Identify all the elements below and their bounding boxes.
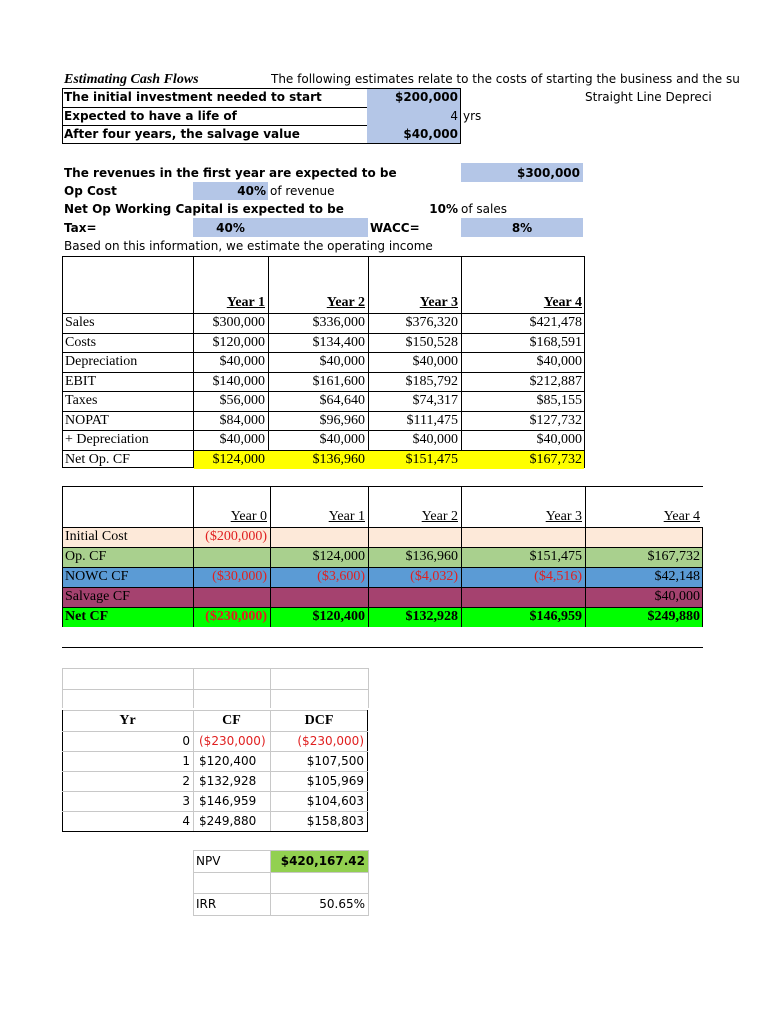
income-row-label: NOPAT [65,412,109,428]
cf-cell[interactable]: $136,960 [405,549,458,564]
income-year-header: Year 4 [543,295,582,310]
cf-cell[interactable]: $124,000 [312,549,365,564]
dcf-year: 1 [182,754,190,768]
cf-row-label: Salvage CF [65,589,130,604]
cf-cell[interactable]: ($4,516) [534,569,582,584]
dcf-year: 0 [182,734,190,748]
cf-cell[interactable]: $132,928 [405,609,458,624]
cf-cell[interactable]: ($200,000) [205,529,267,544]
cf-cell[interactable]: ($3,600) [317,569,365,584]
cf-year-header: Year 1 [328,509,365,524]
income-cell[interactable]: $40,000 [219,354,265,369]
income-cell[interactable]: $168,591 [529,334,582,350]
cf-cell[interactable] [270,587,368,607]
nowc-label: Net Op Working Capital is expected to be [64,202,344,216]
dcf-year: 2 [182,774,190,788]
cf-cell[interactable] [193,587,270,607]
dcf-header: DCF [304,713,334,728]
income-cell[interactable]: $127,732 [529,412,582,428]
cf-cell[interactable]: ($4,032) [410,569,458,584]
cf-cell[interactable]: $42,148 [654,569,700,584]
opcost-suffix: of revenue [270,184,335,198]
income-row-label: Depreciation [65,354,138,369]
npv-label: NPV [196,854,221,868]
tax-value: 40% [216,221,245,235]
sheet-title: Estimating Cash Flows [64,72,199,87]
cf-cell[interactable] [461,527,585,547]
nowc-suffix: of sales [461,202,507,216]
income-cell[interactable]: $40,000 [319,432,365,447]
cf-cell[interactable] [270,527,368,547]
npv-value[interactable]: $420,167.42 [280,854,365,868]
dcf-dcf[interactable]: $107,500 [306,754,364,768]
income-cell[interactable]: $40,000 [536,354,582,369]
income-cell[interactable]: $421,478 [529,315,582,330]
cf-cell[interactable]: $146,959 [529,609,582,624]
income-cell[interactable]: $124,000 [212,451,265,467]
dcf-dcf[interactable]: ($230,000) [297,734,364,748]
life-value[interactable]: 4 [450,109,458,123]
cf-cell[interactable] [193,547,270,567]
income-cell[interactable]: $120,000 [212,334,265,350]
section-divider [62,647,703,648]
cf-year-header: Year 3 [545,509,582,524]
income-cell[interactable]: $185,792 [405,373,458,389]
income-cell[interactable]: $167,732 [529,451,582,467]
wacc-value: 8% [511,221,533,235]
income-cell[interactable]: $74,317 [412,393,458,408]
salvage-value[interactable]: $40,000 [403,127,458,141]
income-row-label: Net Op. CF [65,451,130,467]
income-year-header: Year 3 [419,295,458,310]
income-cell[interactable]: $64,640 [319,393,365,408]
dcf-year: 3 [182,794,190,808]
nowc-value[interactable]: 10% [429,202,458,216]
income-cell[interactable]: $40,000 [412,354,458,369]
opcost-value: 40% [237,184,266,198]
income-cell[interactable]: $40,000 [219,432,265,447]
cf-cell[interactable]: $120,400 [312,609,365,624]
income-cell[interactable]: $212,887 [529,373,582,389]
dcf-header: Yr [119,713,136,728]
cf-row-label: Initial Cost [65,529,128,544]
based-on-text: Based on this information, we estimate the operating income [64,239,433,253]
dcf-dcf[interactable]: $105,969 [306,774,364,788]
income-cell[interactable]: $84,000 [219,412,265,428]
income-year-header: Year 1 [226,295,265,310]
irr-value[interactable]: 50.65% [319,897,365,911]
income-row-label: Taxes [65,393,98,408]
cf-row-label: NOWC CF [65,569,129,584]
income-row-label: + Depreciation [65,432,149,447]
dcf-dcf[interactable]: $104,603 [306,794,364,808]
salvage-label: After four years, the salvage value [64,127,300,141]
cf-cell[interactable]: $151,475 [529,549,582,564]
dcf-year: 4 [182,814,190,828]
cf-year-header: Year 4 [663,509,700,524]
initial-investment-label: The initial investment needed to start [64,90,322,104]
income-cell[interactable]: $150,528 [405,334,458,350]
income-cell[interactable]: $40,000 [319,354,365,369]
revenue-value: $300,000 [516,166,580,180]
income-cell[interactable]: $40,000 [412,432,458,447]
income-cell[interactable]: $300,000 [212,315,265,330]
income-cell[interactable]: $140,000 [212,373,265,389]
dcf-cf[interactable]: ($230,000) [199,734,266,748]
life-label: Expected to have a life of [64,109,237,123]
cf-row-label: Op. CF [65,549,107,564]
tax-label: Tax= [64,221,97,235]
life-unit: yrs [463,109,482,123]
initial-investment-value[interactable]: $200,000 [394,90,458,104]
cf-cell[interactable] [368,527,461,547]
revenue-label: The revenues in the first year are expected to be [64,166,397,180]
dcf-cf[interactable]: $146,959 [199,794,257,808]
cf-cell[interactable] [368,587,461,607]
cf-cell[interactable]: $40,000 [654,589,700,604]
dcf-dcf[interactable]: $158,803 [306,814,364,828]
dcf-cf[interactable]: $249,880 [199,814,257,828]
cf-cell[interactable]: ($230,000) [205,609,267,624]
cf-cell[interactable] [461,587,585,607]
irr-label: IRR [196,897,217,911]
cf-cell[interactable] [585,527,703,547]
dcf-header: CF [222,713,241,728]
wacc-label: WACC= [370,221,420,235]
cf-cell[interactable]: $249,880 [647,609,700,624]
income-cell[interactable]: $151,475 [405,451,458,467]
cf-row-label: Net CF [65,609,109,624]
income-row-label: Sales [65,315,95,330]
income-cell[interactable]: $56,000 [219,393,265,408]
income-cell[interactable]: $111,475 [406,412,458,428]
opcost-label: Op Cost [64,184,117,198]
intro-text: The following estimates relate to the costs of starting the business and the su [271,72,740,86]
cf-cell[interactable]: $167,732 [647,549,700,564]
cf-cell[interactable]: ($30,000) [212,569,267,584]
income-cell[interactable]: $96,960 [319,412,365,428]
cf-year-header: Year 0 [230,509,267,524]
income-cell[interactable]: $376,320 [405,315,458,330]
income-cell[interactable]: $40,000 [536,432,582,447]
income-cell[interactable]: $336,000 [312,315,365,330]
depreciation-method: Straight Line Depreci [585,90,712,104]
dcf-cf[interactable]: $120,400 [199,754,257,768]
income-year-header: Year 2 [326,295,365,310]
income-cell[interactable]: $161,600 [312,373,365,389]
dcf-cf[interactable]: $132,928 [199,774,257,788]
income-cell[interactable]: $85,155 [536,393,582,408]
income-cell[interactable]: $134,400 [312,334,365,350]
income-row-label: Costs [65,334,97,350]
cf-year-header: Year 2 [421,509,458,524]
income-cell[interactable]: $136,960 [312,451,365,467]
income-row-label: EBIT [65,373,97,389]
